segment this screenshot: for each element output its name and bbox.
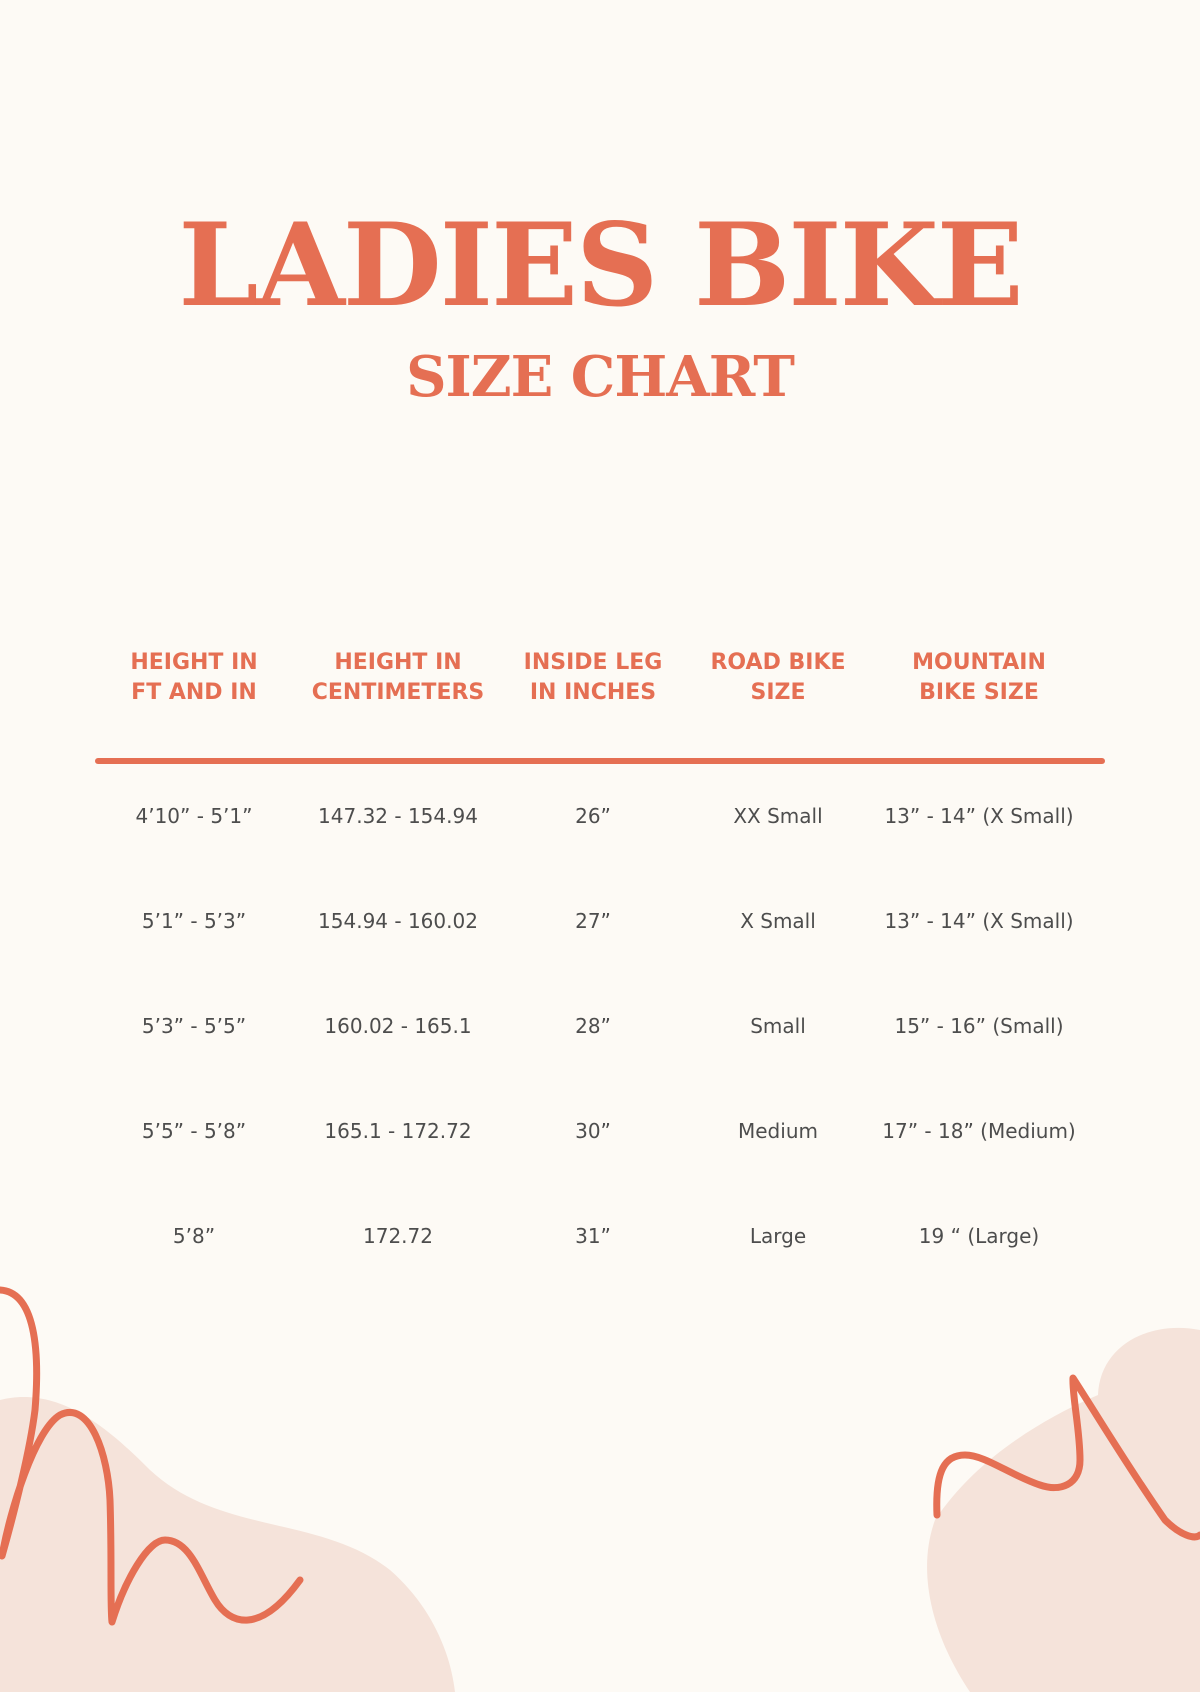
cell-inside-leg: 26” xyxy=(575,804,611,828)
cell-inside-leg: 31” xyxy=(575,1224,611,1248)
table-row xyxy=(95,1012,1105,1117)
table-header-row xyxy=(95,648,1105,758)
cell-height-ft-in: 5’8” xyxy=(172,1224,216,1248)
header-road-bike-size: ROAD BIKE SIZE xyxy=(710,650,846,705)
cell-height-cm: 165.1 - 172.72 xyxy=(324,1119,472,1143)
cell-height-cm: 160.02 - 165.1 xyxy=(324,1014,472,1038)
page-subtitle: SIZE CHART xyxy=(406,344,794,410)
title-block xyxy=(0,198,1200,410)
blob-bottom-left xyxy=(0,1397,455,1692)
cell-height-ft-in: 5’1” - 5’3” xyxy=(141,909,247,933)
cell-mountain-bike-size: 19 “ (Large) xyxy=(918,1224,1040,1248)
table-row xyxy=(95,802,1105,907)
table-row xyxy=(95,1117,1105,1222)
cell-inside-leg: 27” xyxy=(575,909,611,933)
cell-mountain-bike-size: 15” - 16” (Small) xyxy=(894,1014,1064,1038)
cell-road-bike-size: Large xyxy=(749,1224,807,1248)
header-height-cm: HEIGHT IN CENTIMETERS xyxy=(311,650,485,705)
cell-height-cm: 154.94 - 160.02 xyxy=(318,909,478,933)
table-row xyxy=(95,1222,1105,1327)
cell-mountain-bike-size: 17” - 18” (Medium) xyxy=(882,1119,1076,1143)
table-body xyxy=(95,764,1105,1327)
table-row xyxy=(95,907,1105,1012)
cell-height-ft-in: 5’3” - 5’5” xyxy=(141,1014,247,1038)
page-title: LADIES BIKE xyxy=(178,198,1022,332)
cell-height-cm: 147.32 - 154.94 xyxy=(318,804,478,828)
cell-height-ft-in: 4’10” - 5’1” xyxy=(135,804,253,828)
cell-road-bike-size: Medium xyxy=(738,1119,818,1143)
header-height-ft-in: HEIGHT IN FT AND IN xyxy=(130,650,258,705)
cell-road-bike-size: Small xyxy=(750,1014,806,1038)
cell-road-bike-size: X Small xyxy=(740,909,816,933)
cell-mountain-bike-size: 13” - 14” (X Small) xyxy=(884,909,1074,933)
header-inside-leg: INSIDE LEG IN INCHES xyxy=(523,650,663,705)
size-chart-table xyxy=(95,648,1105,1327)
cell-height-ft-in: 5’5” - 5’8” xyxy=(141,1119,247,1143)
cell-road-bike-size: XX Small xyxy=(733,804,823,828)
cell-inside-leg: 30” xyxy=(575,1119,611,1143)
cell-height-cm: 172.72 xyxy=(363,1224,433,1248)
cell-inside-leg: 28” xyxy=(575,1014,611,1038)
header-mountain-bike-size: MOUNTAIN BIKE SIZE xyxy=(912,650,1046,705)
cell-mountain-bike-size: 13” - 14” (X Small) xyxy=(884,804,1074,828)
